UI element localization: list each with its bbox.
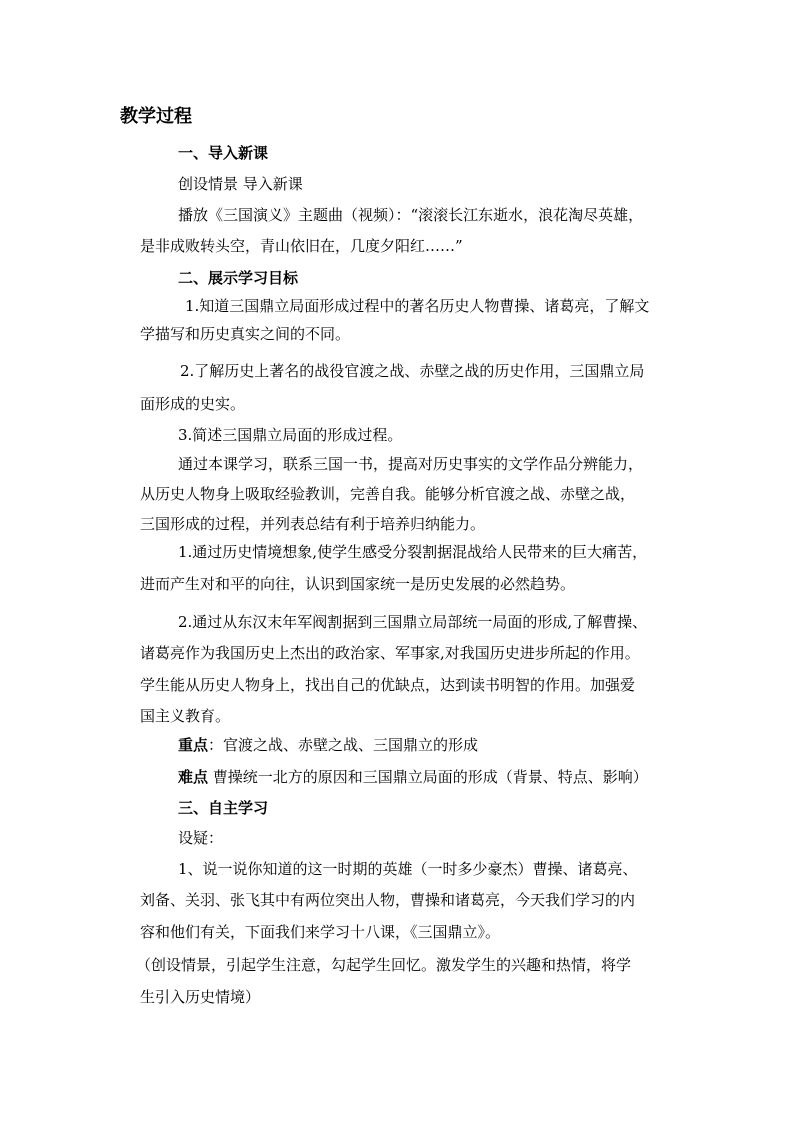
- paragraph-line: 进而产生对和平的向往，认识到国家统一是历史发展的必然趋势。: [140, 575, 576, 593]
- paragraph-line: 是非成败转头空，青山依旧在，几度夕阳红……”: [140, 237, 463, 255]
- difficult-points-line: [178, 767, 718, 787]
- page-title: 教学过程: [120, 106, 192, 127]
- key-points-text: ：官渡之战、赤壁之战、三国鼎立的形成: [208, 736, 479, 754]
- key-points-line: [178, 735, 718, 755]
- paragraph-line: 1.通过历史情境想象,使学生感受分裂割据混战给人民带来的巨大痛苦，: [178, 543, 648, 561]
- paragraph-line: 3.简述三国鼎立局面的形成过程。: [178, 426, 403, 444]
- paragraph-line: 生引入历史情境）: [140, 988, 261, 1006]
- paragraph-line: （创设情景，引起学生注意，勾起学生回忆。激发学生的兴趣和热情，将学: [136, 956, 632, 974]
- key-points-label: 重点: [178, 736, 209, 754]
- section-heading-intro: 一、导入新课: [178, 144, 269, 162]
- paragraph-line: 面形成的史实。: [140, 395, 246, 413]
- paragraph-line: 1、说一说你知道的这一时期的英雄（一时多少豪杰）曹操、诸葛亮、: [178, 860, 638, 878]
- section-heading-goals: 二、展示学习目标: [178, 269, 299, 287]
- difficult-points-text: 曹操统一北方的原因和三国鼎立局面的形成（背景、特点、影响）: [208, 768, 648, 786]
- section-heading-self-study: 三、自主学习: [178, 799, 269, 817]
- paragraph-line: 创设情景 导入新课: [178, 175, 303, 193]
- paragraph-line: 国主义教育。: [140, 707, 231, 725]
- paragraph-line: 从历史人物身上吸取经验教训，完善自我。能够分析官渡之战、赤壁之战，: [140, 485, 636, 503]
- paragraph-line: 容和他们有关，下面我们来学习十八课，《三国鼎立》。: [140, 923, 501, 941]
- difficult-points-label: 难点: [178, 768, 209, 786]
- paragraph-line: 2.了解历史上著名的战役官渡之战、赤壁之战的历史作用，三国鼎立局: [180, 362, 645, 380]
- paragraph-line: 学描写和历史真实之间的不同。: [140, 325, 351, 343]
- paragraph-line: 刘备、关羽、张飞其中有两位突出人物，曹操和诸葛亮，今天我们学习的内: [140, 891, 636, 909]
- paragraph-line: 播放《三国演义》主题曲（视频）：“滚滚长江东逝水，浪花淘尽英雄，: [178, 206, 644, 224]
- paragraph-line: 通过本课学习，联系三国一书，提高对历史事实的文学作品分辨能力，: [178, 455, 644, 473]
- paragraph-line: 1.知道三国鼎立局面形成过程中的著名历史人物曹操、诸葛亮，了解文: [185, 297, 650, 315]
- paragraph-line: 学生能从历史人物身上，找出自己的优缺点，达到读书明智的作用。加强爱: [140, 676, 636, 694]
- paragraph-line: 诸葛亮作为我国历史上杰出的政治家、军事家,对我国历史进步所起的作用。: [140, 644, 640, 662]
- paragraph-line: 三国形成的过程，并列表总结有利于培养归纳能力。: [140, 515, 486, 533]
- paragraph-line: 设疑：: [178, 829, 224, 847]
- paragraph-line: 2.通过从东汉末年军阀割据到三国鼎立局部统一局面的形成,了解曹操、: [178, 613, 648, 631]
